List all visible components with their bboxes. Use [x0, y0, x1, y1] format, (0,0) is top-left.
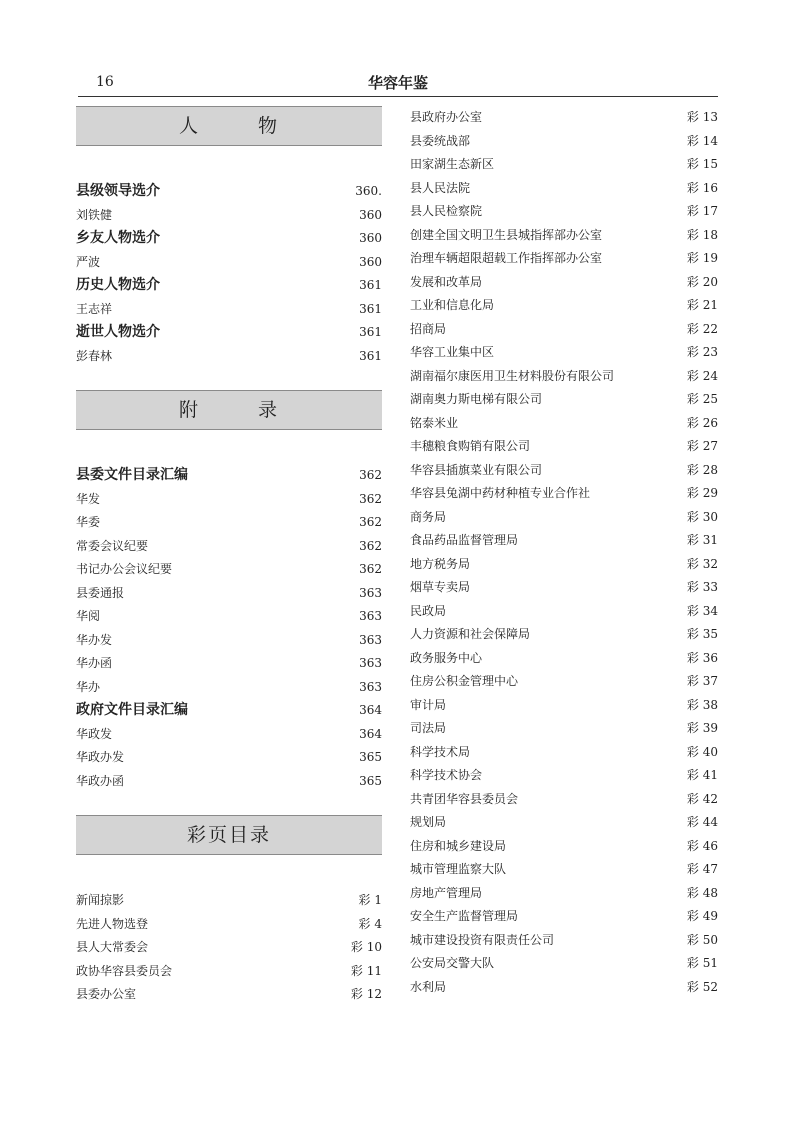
entry-page: 彩 24 [686, 368, 718, 383]
toc-entry [410, 835, 718, 859]
entry-page: 361 [359, 278, 382, 292]
entry-page: 彩 22 [686, 321, 718, 336]
toc-entry [410, 788, 718, 812]
entry-page: 彩 46 [686, 838, 718, 853]
toc-entry [76, 582, 382, 606]
entry-label: 华容县兔湖中药材种植专业合作社 [410, 486, 591, 500]
toc-entry [410, 647, 718, 671]
entry-label: 民政局 [410, 603, 447, 618]
entry-page: 彩 51 [686, 956, 718, 970]
entry-page: 362 [359, 562, 382, 576]
entry-label: 刘铁健 [76, 207, 113, 222]
entry-label: 科学技术局 [410, 744, 471, 759]
entry-label: 烟草专卖局 [410, 580, 471, 594]
toc-entry [76, 960, 382, 984]
page-number: 16 [96, 74, 114, 90]
entry-label: 城市管理监察大队 [410, 862, 507, 876]
entry-page: 彩 1 [358, 893, 382, 907]
entry-label: 工业和信息化局 [410, 298, 495, 312]
entry-label: 县委通报 [76, 585, 125, 600]
toc-entry [76, 936, 382, 960]
entry-label: 田家湖生态新区 [410, 157, 495, 171]
entry-page: 彩 39 [686, 721, 718, 735]
entry-label: 华委 [76, 515, 101, 529]
entry-label: 公安局交警大队 [410, 956, 495, 970]
entry-page: 彩 21 [686, 298, 718, 312]
entry-label: 县委统战部 [410, 133, 471, 148]
toc-entry [76, 535, 382, 559]
entry-label: 县委文件目录汇编 [76, 467, 188, 483]
entry-page: 彩 38 [686, 697, 718, 712]
entry-page: 365 [359, 773, 382, 788]
entry-page: 彩 42 [686, 791, 718, 806]
entry-page: 彩 31 [686, 533, 718, 547]
entry-label: 县人民法院 [410, 180, 471, 195]
toc-entry [410, 905, 718, 929]
entry-label: 城市建设投资有限责任公司 [410, 932, 555, 947]
toc-entry [76, 913, 382, 937]
toc-entry [410, 247, 718, 271]
entry-label: 华发 [76, 491, 101, 506]
entry-page: 362 [359, 468, 382, 482]
entry-label: 乡友人物选介 [76, 230, 160, 246]
entry-page: 彩 32 [686, 556, 718, 571]
entry-page: 彩 18 [686, 227, 718, 242]
entry-label: 发展和改革局 [410, 274, 483, 289]
entry-label: 科学技术协会 [410, 768, 483, 782]
toc-entry [410, 271, 718, 295]
entry-label: 常委会议纪要 [76, 538, 149, 553]
toc-entry [76, 770, 382, 794]
left-column [76, 106, 382, 1007]
entry-label: 县级领导选介 [76, 183, 160, 199]
entry-page: 彩 41 [686, 768, 718, 782]
entry-page: 363 [359, 656, 382, 670]
entry-label: 食品药品监督管理局 [410, 533, 519, 547]
entry-page: 彩 16 [686, 180, 718, 195]
entry-label: 王志祥 [76, 301, 113, 316]
entry-label: 华政发 [76, 726, 113, 741]
toc-entry [410, 177, 718, 201]
entry-page: 彩 35 [686, 627, 718, 641]
entry-label: 铭泰米业 [410, 415, 459, 430]
section-heading: 彩页目录 [76, 815, 382, 855]
entry-label: 逝世人物选介 [76, 324, 160, 340]
entry-page: 彩 44 [686, 815, 718, 829]
entry-label: 华阅 [76, 609, 101, 623]
entry-label: 华容工业集中区 [410, 345, 495, 359]
entry-label: 治理车辆超限超载工作指挥部办公室 [410, 251, 603, 265]
entry-page: 361 [359, 325, 382, 339]
entry-label: 政务服务中心 [410, 650, 483, 665]
entry-page: 彩 50 [686, 932, 718, 947]
toc-category [76, 274, 382, 298]
section-heading: 人 物 [76, 106, 382, 146]
toc-category [76, 699, 382, 723]
toc-entry [410, 341, 718, 365]
entry-page: 彩 12 [350, 987, 382, 1001]
entry-label: 先进人物选登 [76, 916, 149, 931]
entry-page: 彩 37 [686, 674, 718, 688]
toc-entry [76, 488, 382, 512]
entry-page: 彩 17 [686, 204, 718, 218]
entry-page: 彩 26 [686, 415, 718, 430]
toc-entry [76, 723, 382, 747]
entry-label: 华办函 [76, 656, 113, 670]
entry-label: 住房公积金管理中心 [410, 674, 519, 688]
entry-label: 丰穗粮食购销有限公司 [410, 439, 531, 453]
toc-category [76, 464, 382, 488]
entry-page: 彩 48 [686, 885, 718, 900]
entry-page: 彩 11 [350, 963, 382, 978]
entry-page: 彩 4 [358, 916, 382, 931]
entry-page: 彩 28 [686, 462, 718, 477]
toc-entry [76, 629, 382, 653]
entry-label: 县委办公室 [76, 987, 137, 1001]
toc-entry [410, 623, 718, 647]
entry-page: 彩 14 [686, 133, 718, 148]
entry-page: 363 [359, 585, 382, 600]
entry-page: 彩 49 [686, 909, 718, 923]
toc-entry [410, 294, 718, 318]
entry-label: 历史人物选介 [76, 277, 160, 293]
entry-page: 360 [359, 231, 382, 245]
entry-page: 彩 52 [686, 979, 718, 994]
entry-page: 363 [359, 679, 382, 694]
toc-entry [410, 882, 718, 906]
entry-page: 360. [355, 184, 382, 198]
toc-entry [410, 694, 718, 718]
entry-page: 彩 30 [686, 509, 718, 524]
entry-label: 湖南奥力斯电梯有限公司 [410, 392, 543, 406]
toc-category [76, 180, 382, 204]
toc-entry [410, 153, 718, 177]
entry-page: 360 [359, 207, 382, 222]
toc-entry [410, 952, 718, 976]
running-title: 华容年鉴 [367, 74, 428, 92]
entry-label: 华容县插旗菜业有限公司 [410, 462, 543, 477]
toc-category [76, 227, 382, 251]
toc-entry [410, 764, 718, 788]
entry-label: 司法局 [410, 721, 447, 735]
entry-page: 364 [359, 726, 382, 741]
entry-label: 新闻掠影 [76, 893, 125, 907]
entry-label: 政协华容县委员会 [76, 963, 173, 978]
entry-label: 商务局 [410, 509, 447, 524]
toc-entry [410, 506, 718, 530]
toc-entry [410, 435, 718, 459]
entry-page: 362 [359, 491, 382, 506]
entry-label: 彭春林 [76, 348, 113, 363]
entry-page: 彩 40 [686, 744, 718, 759]
entry-page: 彩 10 [350, 940, 382, 954]
entry-label: 县政府办公室 [410, 110, 483, 124]
toc-entry [410, 741, 718, 765]
toc-entry [76, 652, 382, 676]
entry-page: 彩 29 [686, 486, 718, 500]
toc-entry [410, 929, 718, 953]
toc-entry [410, 106, 718, 130]
toc-entry [410, 224, 718, 248]
entry-label: 华政办函 [76, 773, 125, 788]
entry-label: 房地产管理局 [410, 885, 483, 900]
toc-entry [410, 670, 718, 694]
entry-label: 地方税务局 [410, 556, 471, 571]
entry-page: 彩 47 [686, 862, 718, 876]
entry-page: 彩 20 [686, 274, 718, 289]
entry-page: 彩 25 [686, 392, 718, 406]
entry-page: 361 [359, 301, 382, 316]
toc-entry [410, 130, 718, 154]
toc-entry [410, 318, 718, 342]
toc-entry [76, 746, 382, 770]
entry-label: 湖南福尔康医用卫生材料股份有限公司 [410, 368, 615, 383]
entry-label: 华办 [76, 679, 101, 694]
toc-entry [410, 553, 718, 577]
entry-label: 华办发 [76, 632, 113, 647]
toc-entry [410, 388, 718, 412]
toc-entry [410, 200, 718, 224]
toc-entry [410, 976, 718, 1000]
toc-entry [410, 459, 718, 483]
entry-page: 360 [359, 254, 382, 269]
toc-entry [410, 717, 718, 741]
toc-entry [76, 345, 382, 369]
entry-label: 县人大常委会 [76, 940, 149, 954]
toc-entry [410, 600, 718, 624]
entry-page: 彩 15 [686, 157, 718, 171]
entry-label: 住房和城乡建设局 [410, 838, 507, 853]
entry-label: 人力资源和社会保障局 [410, 627, 531, 641]
entry-page: 彩 36 [686, 650, 718, 665]
entry-page: 362 [359, 538, 382, 553]
entry-label: 华政办发 [76, 750, 125, 764]
entry-page: 彩 13 [686, 110, 718, 124]
entry-label: 招商局 [410, 321, 447, 336]
page-header [78, 70, 718, 97]
toc-entry [410, 529, 718, 553]
toc-entry [410, 858, 718, 882]
toc-entry [410, 482, 718, 506]
entry-page: 361 [359, 348, 382, 363]
entry-label: 书记办公会议纪要 [76, 562, 173, 576]
toc-category [76, 321, 382, 345]
entry-label: 严波 [76, 254, 101, 269]
toc-entry [76, 676, 382, 700]
entry-label: 共青团华容县委员会 [410, 791, 519, 806]
toc-entry [410, 576, 718, 600]
toc-entry [76, 511, 382, 535]
toc-entry [76, 889, 382, 913]
toc-entry [76, 983, 382, 1007]
toc-entry [76, 298, 382, 322]
entry-page: 363 [359, 609, 382, 623]
entry-label: 规划局 [410, 815, 447, 829]
entry-page: 彩 33 [686, 580, 718, 594]
entry-page: 362 [359, 515, 382, 529]
section-heading: 附 录 [76, 390, 382, 430]
entry-label: 审计局 [410, 697, 447, 712]
toc-entry [76, 558, 382, 582]
entry-label: 创建全国文明卫生县城指挥部办公室 [410, 227, 603, 242]
toc-entry [410, 365, 718, 389]
entry-page: 彩 27 [686, 439, 718, 453]
right-column [410, 106, 718, 999]
toc-entry [76, 251, 382, 275]
entry-page: 彩 23 [686, 345, 718, 359]
toc-entry [410, 412, 718, 436]
entry-label: 县人民检察院 [410, 204, 483, 218]
toc-entry [76, 605, 382, 629]
toc-entry [410, 811, 718, 835]
entry-page: 365 [359, 750, 382, 764]
toc-entry [76, 204, 382, 228]
entry-label: 安全生产监督管理局 [410, 909, 519, 923]
entry-page: 彩 34 [686, 603, 718, 618]
entry-page: 彩 19 [686, 251, 718, 265]
entry-page: 364 [359, 703, 382, 717]
entry-label: 政府文件目录汇编 [76, 702, 188, 718]
entry-label: 水利局 [410, 979, 447, 994]
entry-page: 363 [359, 632, 382, 647]
